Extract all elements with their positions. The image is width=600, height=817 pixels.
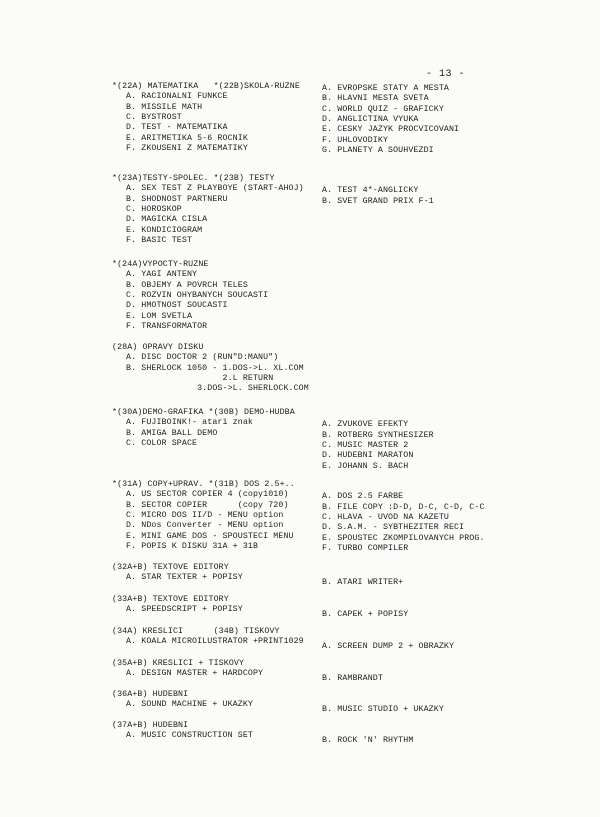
list-item-right: B. CAPEK + POPISY bbox=[322, 610, 409, 620]
list-item-right: A. ZVUKOVE EFEKTY bbox=[322, 420, 409, 430]
page-number: - 13 - bbox=[426, 69, 466, 80]
list-item: C. HOROSKOP bbox=[126, 204, 182, 214]
list-item-right: A. DOS 2.5 FARBE bbox=[322, 492, 404, 502]
list-item-right: A. TEST 4*-ANGLICKY bbox=[322, 186, 419, 196]
list-item: C. MICRO DOS II/D - MENU option bbox=[126, 510, 284, 520]
list-item: B. OBJEMY A POVRCH TELES bbox=[126, 280, 248, 290]
list-item: D. MAGICKA CISLA bbox=[126, 215, 208, 225]
list-item: E. KONDICIOGRAM bbox=[126, 225, 203, 235]
list-item: 3.DOS->L. SHERLOCK.COM bbox=[126, 384, 309, 394]
list-item: A. RACIONALNI FUNKCE bbox=[126, 92, 228, 102]
list-item: A. FUJIBOINK!- atari znak bbox=[126, 418, 253, 428]
section-heading: *(24A)VYPOCTY-RUZNE bbox=[112, 260, 209, 269]
list-item: F. POPIS K DISKU 31A + 31B bbox=[126, 541, 259, 551]
list-item: C. ROZVIN OHYBANYCH SOUCASTI bbox=[126, 290, 269, 300]
list-item-right: C. HLAVA - UVOD NA KAZETU bbox=[322, 512, 449, 522]
list-item: D. TEST - MATEMATIKA bbox=[126, 123, 228, 133]
list-item: B. SHERLOCK 1050 - 1.DOS->L. XL.COM bbox=[126, 363, 304, 373]
list-item: A. KOALA MICROILUSTRATOR +PRINT1029 bbox=[126, 637, 304, 647]
section-heading: (34A) KRESLICI (34B) TISKOVY bbox=[112, 627, 280, 636]
section-heading: (35A+B) KRESLICI + TISKOVY bbox=[112, 659, 245, 668]
list-item-right: B. FILE COPY :D-D, D-C, C-D, C-C bbox=[322, 502, 485, 512]
list-item-right: B. ATARI WRITER+ bbox=[322, 578, 404, 588]
list-item: B. SECTOR COPIER (copy 720) bbox=[126, 500, 289, 510]
list-item-right: D. HUDEBNI MARATON bbox=[322, 451, 414, 461]
list-item-right: G. PLANETY A SOUHVEZDI bbox=[322, 145, 434, 155]
list-item-right: D. ANGLICTINA VYUKA bbox=[322, 114, 419, 124]
list-item: E. MINI GAME DOS - SPOUSTECI MENU bbox=[126, 531, 294, 541]
list-item-right: E. CESKY JAZYK PROCVICOVANI bbox=[322, 125, 460, 135]
list-item-right: C. MUSIC MASTER 2 bbox=[322, 440, 409, 450]
section-heading: *(22A) MATEMATIKA *(22B)SKOLA-RUZNE bbox=[112, 82, 300, 91]
list-item-right: A. EVROPSKE STATY A MESTA bbox=[322, 84, 449, 93]
list-item: F. BASIC TEST bbox=[126, 235, 193, 245]
list-item: A. SEX TEST Z PLAYBOYE (START-AHOJ) bbox=[126, 184, 304, 194]
list-item-right: B. HLAVNI MESTA SVETA bbox=[322, 94, 429, 104]
list-item: A. SOUND MACHINE + UKAZKY bbox=[126, 700, 253, 710]
list-item: B. MISSILE MATH bbox=[126, 102, 203, 112]
list-item: A. US SECTOR COPIER 4 (copy1010) bbox=[126, 490, 289, 500]
list-item: B. SHODNOST PARTNERU bbox=[126, 194, 228, 204]
section-heading: (37A+B) HUDEBNI bbox=[112, 721, 189, 730]
section-heading: *(23A)TESTY-SPOLEC. *(23B) TESTY bbox=[112, 174, 275, 183]
list-item: A. DESIGN MASTER + HARDCOPY bbox=[126, 669, 264, 679]
list-item: D. HMOTNOST SOUCASTI bbox=[126, 301, 228, 311]
list-item-right: E. JOHANN S. BACH bbox=[322, 461, 409, 471]
list-item-right: A. SCREEN DUMP 2 + OBRAZKY bbox=[322, 642, 455, 652]
list-item: F. ZKOUSENI Z MATEMATIKY bbox=[126, 143, 248, 153]
list-item-right: C. WORLD QUIZ - GRAFICKY bbox=[322, 104, 444, 114]
list-item: A. MUSIC CONSTRUCTION SET bbox=[126, 731, 253, 741]
list-item-right: D. S.A.M. - SYBTHEZITER RECI bbox=[322, 523, 465, 533]
list-item-right: B. ROCK 'N' RHYTHM bbox=[322, 736, 414, 746]
list-item: E. ARITMETIKA 5-6 ROCNIK bbox=[126, 133, 248, 143]
list-item: A. STAR TEXTER + POPISY bbox=[126, 573, 243, 583]
section-heading: *(30A)DEMO-GRAFIKA *(30B) DEMO-HUDBA bbox=[112, 408, 295, 417]
section-heading: (32A+B) TEXTOVE EDITORY bbox=[112, 563, 229, 572]
list-item: E. LOM SVETLA bbox=[126, 311, 193, 321]
list-item: F. TRANSFORMATOR bbox=[126, 321, 208, 331]
list-item: A. SPEEDSCRIPT + POPISY bbox=[126, 605, 243, 615]
section-heading: (33A+B) TEXTOVE EDITORY bbox=[112, 595, 229, 604]
section-heading: (36A+B) HUDEBNI bbox=[112, 690, 189, 699]
list-item-right: B. MUSIC STUDIO + UKAZKY bbox=[322, 705, 444, 715]
list-item: D. NDos Converter - MENU option bbox=[126, 521, 284, 531]
list-item-right: B. RAMBRANDT bbox=[322, 674, 383, 684]
list-item: A. YAGI ANTENY bbox=[126, 270, 198, 280]
list-item-right: B. ROTBERG SYNTHESIZER bbox=[322, 430, 434, 440]
list-item: 2.L RETURN bbox=[126, 373, 274, 383]
list-item: C. COLOR SPACE bbox=[126, 438, 198, 448]
section-heading: (28A) OPRAVY DISKU bbox=[112, 343, 204, 352]
list-item-right: B. SVET GRAND PRIX F-1 bbox=[322, 196, 434, 206]
list-item: A. DISC DOCTOR 2 (RUN"D:MANU") bbox=[126, 353, 279, 363]
section-heading: *(31A) COPY+UPRAV. *(31B) DOS 2.5+.. bbox=[112, 480, 295, 489]
list-item-right: F. UHLOVODIKY bbox=[322, 135, 389, 145]
list-item-right: F. TURBO COMPILER bbox=[322, 543, 409, 553]
list-item: B. AMIGA BALL DEMO bbox=[126, 428, 218, 438]
list-item: C. BYSTROST bbox=[126, 112, 182, 122]
list-item-right: E. SPOUSTEC ZKOMPILOVANYCH PROG. bbox=[322, 533, 485, 543]
